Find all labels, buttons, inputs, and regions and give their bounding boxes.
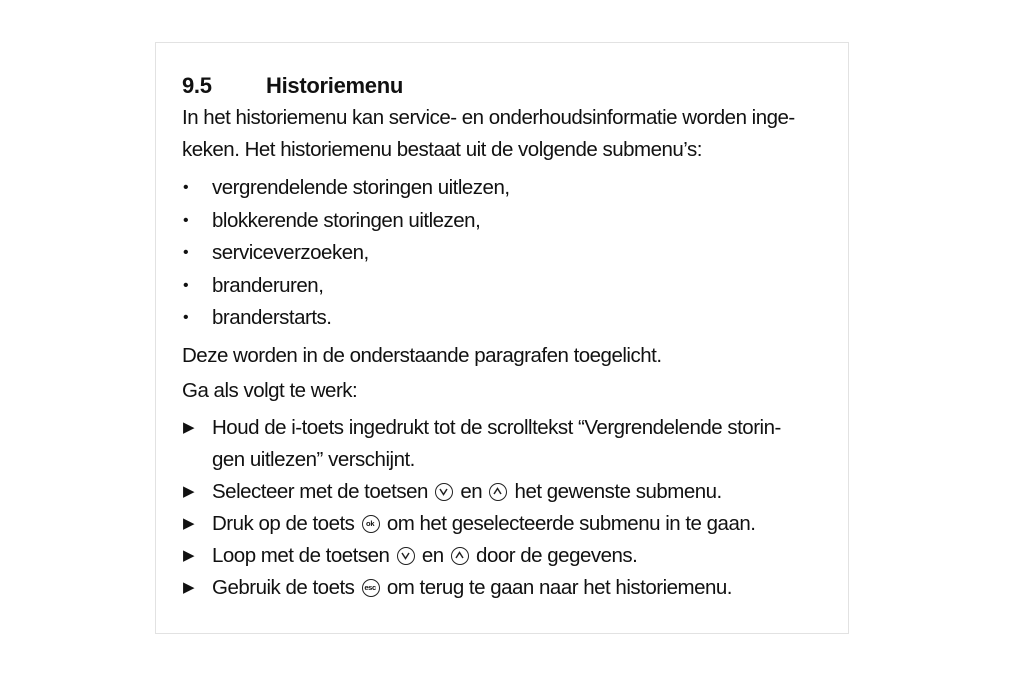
bullet-icon: • <box>183 276 189 294</box>
list-item <box>182 302 832 335</box>
intro-line-1: In het historiemenu kan service- en onderhoudsinformatie worden inge- <box>182 106 795 129</box>
section-number: 9.5 <box>182 73 212 98</box>
intro-paragraph <box>182 102 832 166</box>
arrow-right-icon: ▶ <box>183 514 195 532</box>
up-key-icon <box>489 483 507 501</box>
step-text: om terug te gaan naar het historiemenu. <box>386 575 732 599</box>
list-item <box>182 270 832 303</box>
list-item-label: branderuren, <box>212 273 324 297</box>
list-item <box>182 172 832 205</box>
esc-key-icon <box>362 579 380 597</box>
up-key-icon <box>451 547 469 565</box>
arrow-right-icon: ▶ <box>183 482 195 500</box>
step-text: en <box>460 479 483 503</box>
arrow-right-icon: ▶ <box>183 578 195 596</box>
submenu-list <box>182 172 832 335</box>
list-item-label: vergrendelende storingen uitlezen, <box>212 176 510 199</box>
bullet-icon: • <box>183 309 189 326</box>
list-item <box>182 205 832 238</box>
list-item-label: serviceverzoeken, <box>212 241 369 264</box>
instruction-step <box>182 572 832 604</box>
step-text: door de gegevens. <box>476 543 638 567</box>
list-item-label: blokkerende storingen uitlezen, <box>212 208 481 232</box>
ok-key-label: ok <box>366 518 375 528</box>
arrow-right-icon: ▶ <box>183 546 195 564</box>
instruction-step <box>182 508 832 540</box>
instruction-step <box>182 540 832 572</box>
bullet-icon: • <box>183 179 189 196</box>
instruction-steps <box>182 412 832 604</box>
instruction-step <box>182 476 832 508</box>
intro-line-2: keken. Het historiemenu bestaat uit de volgende submenu’s: <box>182 138 702 161</box>
down-key-icon <box>435 483 453 501</box>
instruction-step <box>182 412 832 476</box>
bullet-icon: • <box>183 244 189 261</box>
step-text: om het geselecteerde submenu in te gaan. <box>386 511 756 535</box>
instruction-intro: Ga als volgt te werk: <box>182 378 358 402</box>
bullet-icon: • <box>183 211 189 229</box>
section-heading <box>182 71 832 101</box>
explanation-paragraph: Deze worden in de onderstaande paragrafen toegelicht. <box>182 343 662 367</box>
document-page <box>155 42 849 634</box>
arrow-right-icon: ▶ <box>183 418 195 436</box>
list-item <box>182 237 832 270</box>
step-text: Druk op de toets <box>212 511 355 535</box>
step-text: Houd de i-toets ingedrukt tot de scrolltekst “Vergrendelende storin- <box>212 415 781 439</box>
step-text: het gewenste submenu. <box>514 479 722 503</box>
section-title: Historiemenu <box>266 73 403 98</box>
list-item-label: branderstarts. <box>212 306 332 329</box>
esc-key-label: esc <box>364 582 376 592</box>
step-text: Gebruik de toets <box>212 575 355 599</box>
step-text: gen uitlezen” verschijnt. <box>212 447 415 471</box>
step-text: Loop met de toetsen <box>212 543 390 567</box>
step-text: en <box>421 543 444 567</box>
ok-key-icon <box>362 515 380 533</box>
section-content <box>182 71 832 604</box>
step-text: Selecteer met de toetsen <box>212 479 428 503</box>
down-key-icon <box>397 547 415 565</box>
